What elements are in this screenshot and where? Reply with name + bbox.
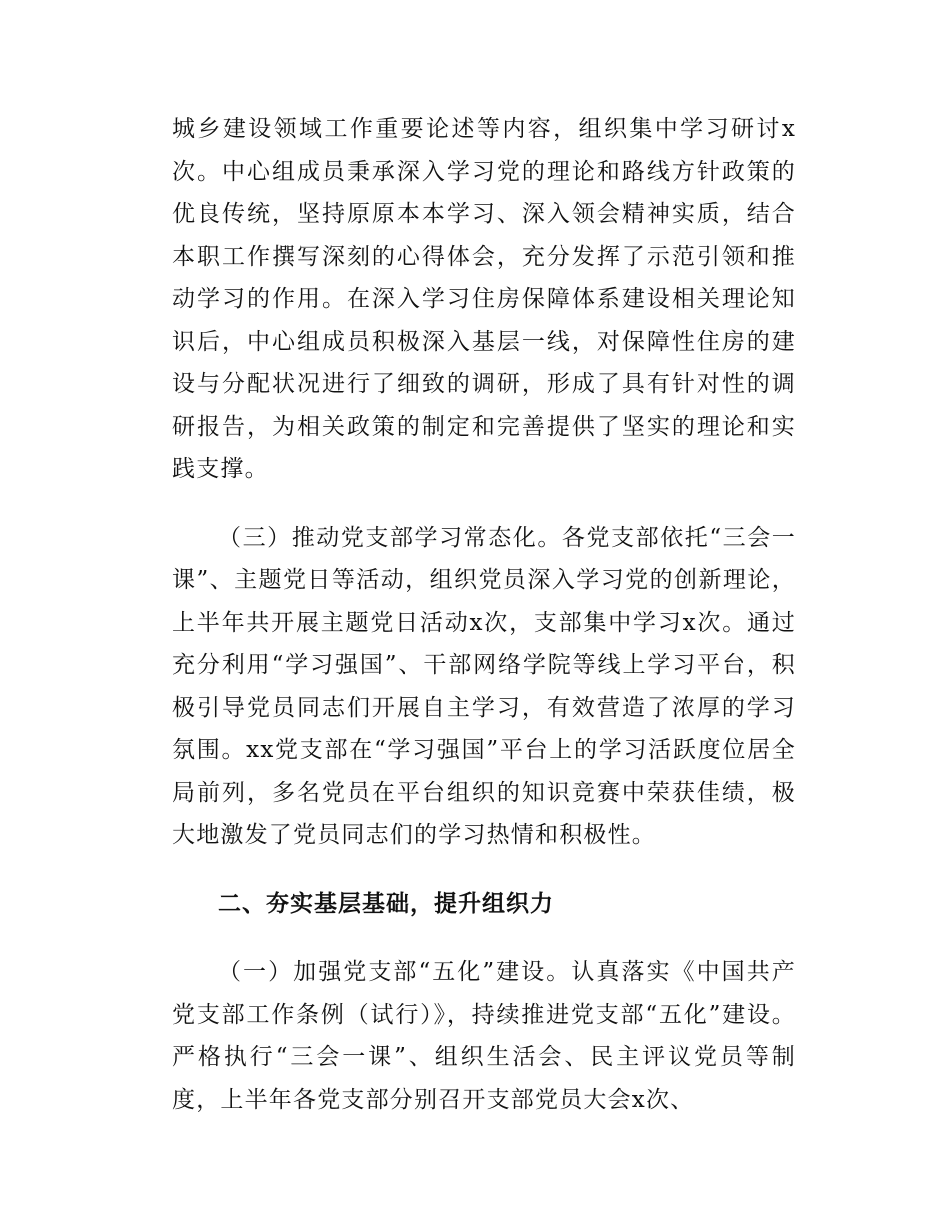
document-body xyxy=(172,108,796,1121)
paragraph-study-discussion: 城乡建设领域工作重要论述等内容，组织集中学习研讨x次。中心组成员秉承深入学习党的理论和路线方针政策的优良传统，坚持原原本本学习、深入领会精神实质，结合本职工作撰写深刻的心得体会，充分发挥了示范引领和推动学习的作用。在深入学习住房保障体系建设相关理论知识后，中心组成员积极深入基层一线，对保障性住房的建设与分配状况进行了细致的调研，形成了具有针对性的调研报告，为相关政策的制定和完善提供了坚实的理论和实践支撑。 xyxy=(172,116,796,482)
section-heading: 二、夯实基层基础，提升组织力 xyxy=(218,890,554,917)
paragraph-branch-study: （三）推动党支部学习常态化。各党支部依托“三会一课”、主题党日等活动，组织党员深入学习党的创新理论，上半年共开展主题党日活动x次，支部集中学习x次。通过充分利用“学习强国”、干部网络学院等线上学习平台，积极引导党员同志们开展自主学习，有效营造了浓厚的学习氛围。xx党支部在“学习强国”平台上的学习活跃度位居全局前列，多名党员在平台组织的知识竞赛中荣获佳绩，极大地激发了党员同志们的学习热情和积极性。 xyxy=(172,524,796,848)
paragraph-five-standards: （一）加强党支部“五化”建设。认真落实《中国共产党支部工作条例（试行）》，持续推进党支部“五化”建设。严格执行“三会一课”、组织生活会、民主评议党员等制度，上半年各党支部分别召开支部党员大会x次、 xyxy=(172,959,796,1113)
